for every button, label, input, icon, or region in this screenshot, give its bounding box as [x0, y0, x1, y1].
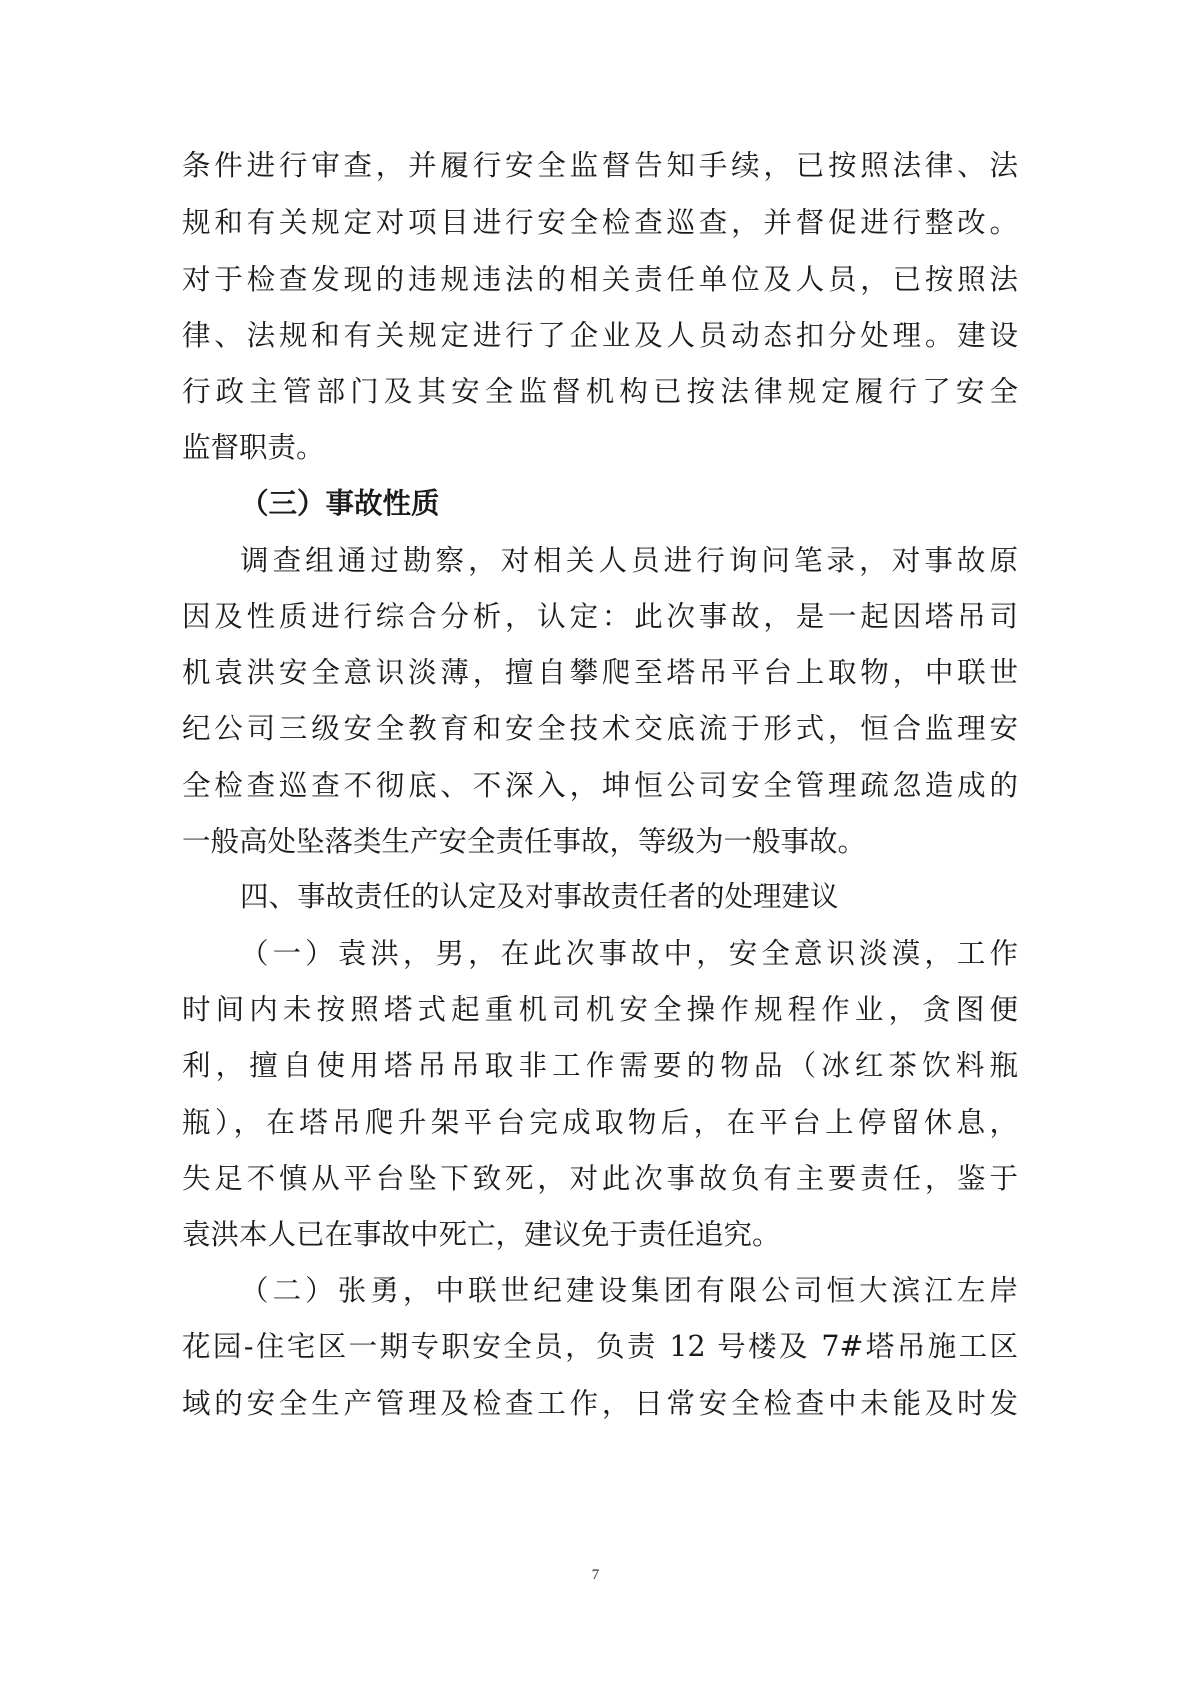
body-text-line: （一）袁洪，男，在此次事故中，安全意识淡漠，工作	[240, 937, 1018, 970]
section-heading-accident-nature: （三）事故性质	[240, 487, 440, 520]
body-text-line: 全检查巡查不彻底、不深入，坤恒公司安全管理疏忽造成的	[182, 769, 1018, 802]
page-number: 7	[591, 1567, 600, 1583]
body-text-line: 律、法规和有关规定进行了企业及人员动态扣分处理。建设	[182, 319, 1018, 352]
body-text-line: 监督职责。	[182, 431, 325, 464]
body-text-line: 机袁洪安全意识淡薄，擅自攀爬至塔吊平台上取物，中联世	[182, 656, 1018, 689]
body-text-line: 失足不慎从平台坠下致死，对此次事故负有主要责任，鉴于	[182, 1162, 1018, 1195]
body-text-line: 规和有关规定对项目进行安全检查巡查，并督促进行整改。	[182, 206, 1018, 239]
body-text-line: （二）张勇，中联世纪建设集团有限公司恒大滨江左岸	[240, 1274, 1018, 1307]
body-text-line: 行政主管部门及其安全监督机构已按法律规定履行了安全	[182, 375, 1018, 408]
section-heading-responsibility: 四、事故责任的认定及对事故责任者的处理建议	[240, 880, 839, 913]
body-text-line: 瓶），在塔吊爬升架平台完成取物后，在平台上停留休息，	[182, 1106, 1018, 1139]
body-text-line: 花园-住宅区一期专职安全员，负责 12 号楼及 7#塔吊施工区	[182, 1330, 1018, 1363]
body-text-line: 袁洪本人已在事故中死亡，建议免于责任追究。	[182, 1218, 781, 1251]
body-text-line: 纪公司三级安全教育和安全技术交底流于形式，恒合监理安	[182, 712, 1018, 745]
body-text-line: 因及性质进行综合分析，认定：此次事故，是一起因塔吊司	[182, 600, 1018, 633]
body-text-line: 域的安全生产管理及检查工作，日常安全检查中未能及时发	[182, 1387, 1018, 1420]
body-text-line: 对于检查发现的违规违法的相关责任单位及人员，已按照法	[182, 263, 1018, 296]
body-text-line: 时间内未按照塔式起重机司机安全操作规程作业，贪图便	[182, 993, 1018, 1026]
body-text-line: 调查组通过勘察，对相关人员进行询问笔录，对事故原	[240, 544, 1018, 577]
body-text-line: 一般高处坠落类生产安全责任事故，等级为一般事故。	[182, 825, 867, 858]
body-text-line: 利，擅自使用塔吊吊取非工作需要的物品（冰红茶饮料瓶	[182, 1049, 1018, 1082]
body-text-line: 条件进行审查，并履行安全监督告知手续，已按照法律、法	[182, 149, 1018, 182]
